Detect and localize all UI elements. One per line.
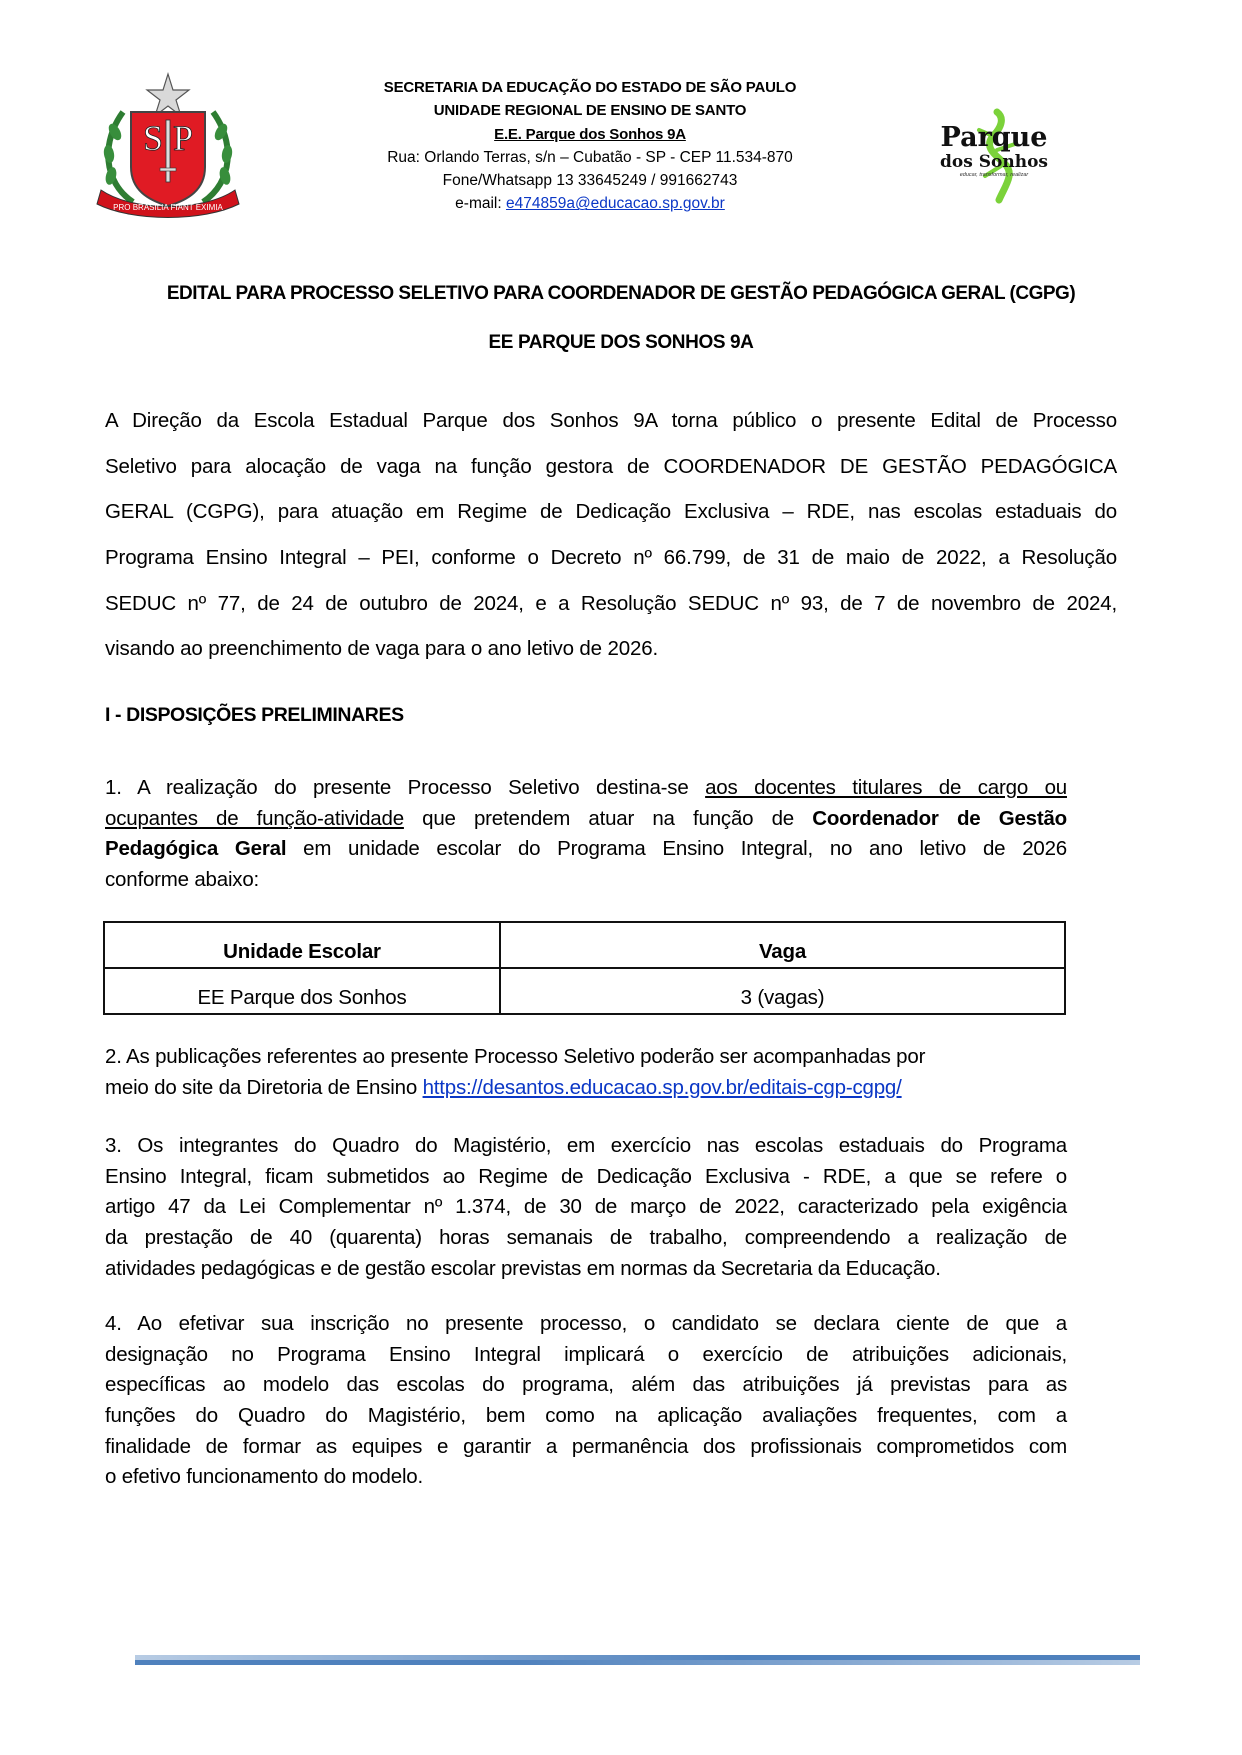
column-header-school-unit: Unidade Escolar <box>104 922 500 968</box>
intro-line: Seletivo para alocação de vaga na função gestora de COORDENADOR DE GESTÃO PEDAGÓGICA <box>105 454 1117 478</box>
svg-text:Parque: Parque <box>940 122 1048 153</box>
diretoria-editais-link[interactable]: https://desantos.educacao.sp.gov.br/editais-cgp-cgpg/ <box>422 1075 902 1099</box>
item-3-line: da prestação de 40 (quarenta) horas semanais de trabalho, compreendendo a realização de <box>105 1226 1067 1250</box>
underlined-text: aos docentes titulares de cargo ou <box>705 776 1067 799</box>
item-4-line: 4. Ao efetivar sua inscrição no presente processo, o candidato se declara ciente de que a <box>105 1312 1067 1335</box>
regional-unit-name: UNIDADE REGIONAL DE ENSINO DE SANTO <box>433 102 747 120</box>
document-subtitle: EE PARQUE DOS SONHOS 9A <box>488 332 754 353</box>
item-4-paragraph <box>105 1309 1067 1493</box>
column-header-vacancy: Vaga <box>500 922 1065 968</box>
secretariat-name: SECRETARIA DA EDUCAÇÃO DO ESTADO DE SÃO PAULO <box>383 79 797 96</box>
institution-header <box>340 76 840 216</box>
item-4-line: o efetivo funcionamento do modelo. <box>105 1465 423 1489</box>
item-4-line: designação no Programa Ensino Integral implicará o exercício de atribuições adicionais, <box>105 1342 1067 1366</box>
svg-text:educar, transformar, realizar: educar, transformar, realizar <box>959 172 1029 178</box>
document-title: EDITAL PARA PROCESSO SELETIVO PARA COORDENADOR DE GESTÃO PEDAGÓGICA GERAL (CGPG) <box>166 283 1076 304</box>
svg-text:P: P <box>173 118 194 158</box>
text-run: 1. A realização do presente Processo Seletivo destina-se <box>105 776 706 799</box>
item-2-line: 2. As publicações referentes ao presente Processo Seletivo poderão ser acompanhadas por <box>105 1045 926 1068</box>
cell-vacancy: 3 (vagas) <box>500 968 1065 1014</box>
item-3-line: atividades pedagógicas e de gestão escolar previstas em normas da Secretaria da Educação. <box>105 1256 941 1280</box>
item-4-line: finalidade de formar as equipes e garantir a permanência dos profissionais comprometidos com <box>105 1434 1067 1458</box>
vacancy-table <box>103 921 1066 1015</box>
item-2-paragraph <box>105 1042 1067 1103</box>
footer-decorative-bar <box>135 1652 1140 1662</box>
item-3-line: artigo 47 da Lei Complementar nº 1.374, de 30 de março de 2022, caracterizado pela exigência <box>105 1195 1067 1219</box>
table-header-row <box>104 922 1065 968</box>
table-row <box>104 968 1065 1014</box>
text-run: em unidade escolar do Programa Ensino Integral, no ano letivo de 2026 <box>286 837 1067 861</box>
school-name: E.E. Parque dos Sonhos 9A <box>494 125 686 143</box>
intro-line: Programa Ensino Integral – PEI, conforme o Decreto nº 66.799, de 31 de maio de 2022, a Resolução <box>105 546 1117 570</box>
intro-line: GERAL (CGPG), para atuação em Regime de Dedicação Exclusiva – RDE, nas escolas estaduais do <box>105 500 1117 524</box>
gradient-divider-icon <box>135 1655 1140 1665</box>
item-4-line: específicas ao modelo das escolas do programa, além das atribuições já previstas para as <box>105 1373 1067 1397</box>
sao-paulo-state-coat-of-arms-icon <box>93 72 243 220</box>
intro-line: A Direção da Escola Estadual Parque dos Sonhos 9A torna público o presente Edital de Processo <box>105 409 1117 432</box>
item-3-paragraph <box>105 1131 1067 1284</box>
intro-line: visando ao preenchimento de vaga para o ano letivo de 2026. <box>105 637 659 661</box>
state-coat-of-arms-logo <box>93 72 243 220</box>
svg-text:S: S <box>143 118 164 158</box>
bold-text: Coordenador de Gestão <box>812 806 1067 830</box>
section-heading-preliminares: I - DISPOSIÇÕES PRELIMINARES <box>105 704 404 726</box>
item-4-line: funções do Quadro do Magistério, bem como na aplicação avaliações frequentes, com a <box>105 1404 1067 1428</box>
item-2-line <box>105 1073 1067 1104</box>
item-1-line <box>105 773 1067 804</box>
email-link[interactable]: e474859a@educacao.sp.gov.br <box>505 195 725 213</box>
underlined-text: ocupantes de função-atividade <box>105 806 404 830</box>
school-logo <box>935 104 1053 204</box>
text-run: meio do site da Diretoria de Ensino <box>105 1075 423 1099</box>
email-label: e-mail: <box>455 195 506 213</box>
lizard-logo-icon <box>935 104 1053 204</box>
item-1-paragraph <box>105 773 1067 896</box>
item-3-line: Ensino Integral, ficam submetidos ao Regime de Dedicação Exclusiva - RDE, a que se refere o <box>105 1164 1067 1188</box>
item-1-line <box>105 804 1067 835</box>
cell-school-unit: EE Parque dos Sonhos <box>104 968 500 1014</box>
svg-text:dos Sonhos: dos Sonhos <box>940 152 1048 172</box>
school-email-line <box>340 192 840 215</box>
svg-text:PRO BRASILIA FIANT EXIMIA: PRO BRASILIA FIANT EXIMIA <box>113 203 223 212</box>
item-1-line: conforme abaixo: <box>105 868 260 892</box>
school-address: Rua: Orlando Terras, s/n – Cubatão - SP - CEP 11.534-870 <box>387 148 793 166</box>
item-3-line: 3. Os integrantes do Quadro do Magistério, em exercício nas escolas estaduais do Programa <box>105 1134 1067 1157</box>
item-1-line <box>105 834 1067 865</box>
bold-text: Pedagógica Geral <box>105 837 287 861</box>
text-run: que pretendem atuar na função de <box>403 806 813 830</box>
intro-line: SEDUC nº 77, de 24 de outubro de 2024, e a Resolução SEDUC nº 93, de 7 de novembro de 2024, <box>105 591 1117 615</box>
school-phone: Fone/Whatsapp 13 33645249 / 991662743 <box>442 172 738 190</box>
intro-paragraph <box>105 398 1117 672</box>
